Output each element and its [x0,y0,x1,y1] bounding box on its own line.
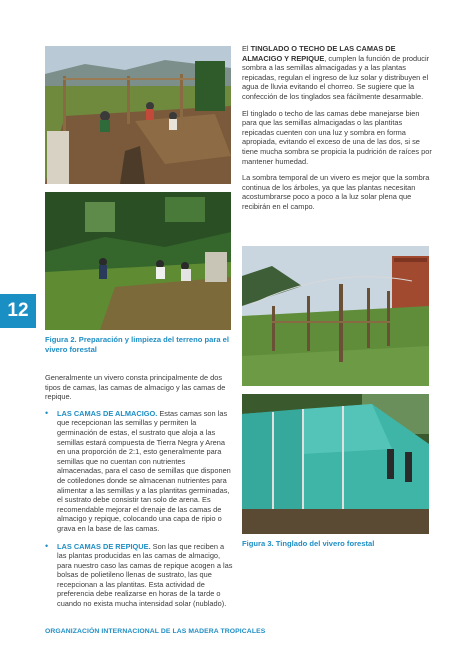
paragraph-tinglado: El TINGLADO O TECHO DE LAS CAMAS DE ALMACIGO Y REPIQUE, cumplen la función de producir sombra a las semillas almacigadas y a las plantas repicadas, regulan el ingreso de luz solar y distribuyen el agua de lluvia evitando el chorreo. Se sugiere que la confección de los tinglados sea fácilmente desarmable. [242,44,430,101]
page-number-tab: 12 [0,294,36,328]
photo-shade-structure-frame [242,246,429,386]
figure-2-caption: Figura 2. Preparación y limpieza del terreno para el vivero forestal [45,335,230,354]
photo-field-preparation-1 [45,46,231,184]
left-column-text [45,373,233,617]
figure-3-caption: Figura 3. Tinglado del vivero forestal [242,539,375,548]
right-column-text [242,44,432,219]
tinglado-bold-term: TINGLADO O TECHO DE LAS CAMAS DE ALMACIGO Y REPIQUE [242,44,396,63]
paragraph-nursery-beds-intro: Generalmente un vivero consta principalmente de dos tipos de camas, las camas de almacigo y las camas de repique. [45,373,226,402]
list-item-repique: • LAS CAMAS DE REPIQUE. Son las que reciben a las plantas producidas en las camas de almacigo, para nuestro caso las camas de repique acogen a las bolsas de polietileno llenas de sustrato, las que recepcionan a las plantitas. Esta actividad de preferencia debe realizarse en horas de la tarde o cuando no exista mucha intensidad solar (nublado). [45,542,233,609]
paragraph-light-shade: El tinglado o techo de las camas debe manejarse bien para que las semillas almacigadas o las plantitas repicadas cuenten con una luz y sombra en forma apropiada, evitando el exceso de una de las dos, si se tiene mucha sombra se propicia la pudrición de raíces por mantener humedad. [242,108,432,166]
bed-types-list [45,409,233,609]
list-item-almacigo: • LAS CAMAS DE ALMACIGO. Estas camas son las que recepcionan las semillas y permiten la germinación de estas, el sustrato que aloja a las semillas estará compuesta de Tierra Negra y Arena en una proporción de 2:1, esto generalmente para semillas que no cuentan con nutrientes almacenadas, para el caso de semillas que disponen de cotiledones donde se almacenan nutrientes para alimentar a las semillas y a las plantitas germinadas, el sustrato debe consistir tan solo de arena. Es recomendable mejorar el drenaje de las camas de almacigo y repique, colocando una capa de ripio o grava en la base de las camas. [45,409,233,534]
paragraph-temporary-shade: La sombra temporal de un vivero es mejor que la sombra continua de los árboles, ya que las plantas necesitan acostumbrarse poco a poco a la luz solar plena que recibirán en el campo. [242,173,430,211]
footer-organization: ORGANIZACIÓN INTERNACIONAL DE LAS MADERA TROPICALES [45,628,266,635]
photo-shade-net-nursery [242,394,429,534]
photo-field-preparation-2 [45,192,231,330]
